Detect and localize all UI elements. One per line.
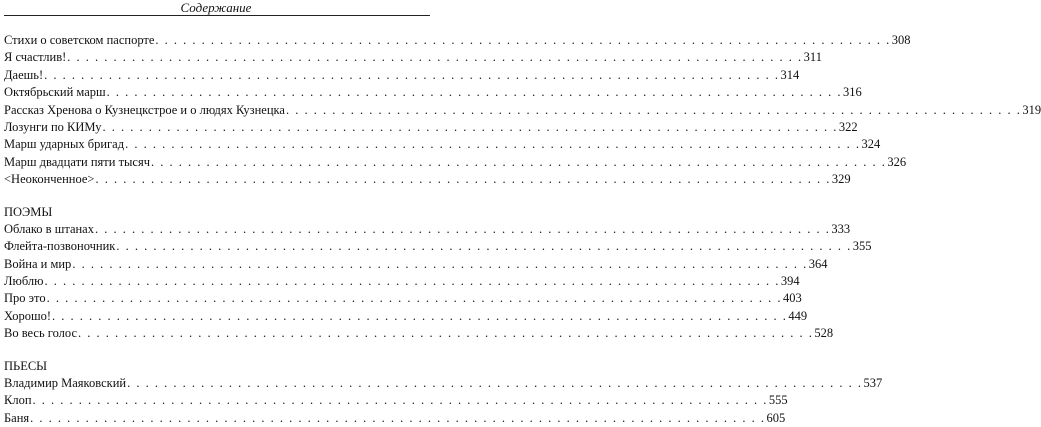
toc-entry-title: Стихи о советском паспорте [4, 33, 155, 47]
toc-entry-page-number: 333 [831, 221, 851, 236]
toc-entry-title: Октябрьский марш [4, 85, 106, 100]
toc-entry-title: Про это [4, 291, 46, 306]
toc-entry-title: Облако в штанах [4, 221, 94, 236]
toc-entry-page-number: 326 [887, 154, 907, 169]
toc-entry-page-number: 355 [852, 239, 872, 254]
toc-entry-title: Во весь голос [4, 326, 78, 341]
toc-entry[interactable] [4, 375, 883, 392]
header-rule [4, 15, 430, 16]
toc-entry-page-number: 308 [891, 33, 911, 47]
toc-entry-page-number: 394 [780, 274, 800, 289]
toc-entry-page-number: 555 [768, 393, 788, 408]
dot-leader: . . . . . . . . . . . . . . . . . . . . . . . . . . . . . . . . . . . . . . . . . . . . . . . . . . . . . . . . . . . . . . . . . . . . . . . . . . . . . . . . [67, 50, 803, 65]
toc-entry-page-number: 324 [861, 137, 881, 152]
toc-entry[interactable] [4, 67, 800, 84]
toc-entry-title: Марш двадцати пяти тысяч [4, 154, 151, 169]
toc-entry[interactable] [4, 325, 834, 342]
dot-leader: . . . . . . . . . . . . . . . . . . . . . . . . . . . . . . . . . . . . . . . . . . . . . . . . . . . . . . . . . . . . . . . . . . . . . . . . . . . . . . . . [125, 137, 861, 152]
section-heading: ПОЭМЫ [4, 204, 53, 219]
toc-entry-page-number: 316 [843, 85, 862, 100]
dot-leader: . . . . . . . . . . . . . . . . . . . . . . . . . . . . . . . . . . . . . . . . . . . . . . . . . . . . . . . . . . . . . . . . . . . . . . . . . . . . . . . . [127, 376, 863, 391]
dot-leader: . . . . . . . . . . . . . . . . . . . . . . . . . . . . . . . . . . . . . . . . . . . . . . . . . . . . . . . . . . . . . . . . . . . . . . . . . . . . . . . . [30, 410, 766, 425]
dot-leader: . . . . . . . . . . . . . . . . . . . . . . . . . . . . . . . . . . . . . . . . . . . . . . . . . . . . . . . . . . . . . . . . . . . . . . . . . . . . . . . . [95, 172, 831, 187]
dot-leader: . . . . . . . . . . . . . . . . . . . . . . . . . . . . . . . . . . . . . . . . . . . . . . . . . . . . . . . . . . . . . . . . . . . . . . . . . . . . . . . . [72, 256, 808, 271]
dot-leader: . . . . . . . . . . . . . . . . . . . . . . . . . . . . . . . . . . . . . . . . . . . . . . . . . . . . . . . . . . . . . . . . . . . . . . . . . . . . . . . . [46, 291, 782, 306]
toc-entry[interactable] [4, 119, 858, 136]
toc-entry-page-number: 528 [814, 326, 834, 341]
table-of-contents [4, 32, 1041, 427]
toc-entry-title: Рассказ Хренова о Кузнецкстрое и о людях Кузнецка [4, 102, 285, 117]
toc-entry[interactable] [4, 392, 788, 409]
toc-entry-title: Я счастлив! [4, 50, 67, 65]
toc-entry[interactable] [4, 49, 822, 66]
dot-leader: . . . . . . . . . . . . . . . . . . . . . . . . . . . . . . . . . . . . . . . . . . . . . . . . . . . . . . . . . . . . . . . . . . . . . . . . . . . . . . . . [116, 239, 852, 254]
toc-entry[interactable] [4, 171, 851, 188]
toc-entry[interactable] [4, 84, 862, 101]
toc-entry-title: Марш ударных бригад [4, 137, 125, 152]
toc-entry-page-number: 364 [808, 256, 828, 271]
toc-entry[interactable] [4, 256, 828, 273]
toc-entry[interactable] [4, 290, 802, 307]
toc-entry[interactable] [4, 308, 808, 325]
toc-entry-title: Флейта-позвоночник [4, 239, 116, 254]
section-spacer [4, 189, 430, 204]
dot-leader: . . . . . . . . . . . . . . . . . . . . . . . . . . . . . . . . . . . . . . . . . . . . . . . . . . . . . . . . . . . . . . . . . . . . . . . . . . . . . . . . [106, 85, 843, 100]
dot-leader: . . . . . . . . . . . . . . . . . . . . . . . . . . . . . . . . . . . . . . . . . . . . . . . . . . . . . . . . . . . . . . . . . . . . . . . . . . . . . . . . [44, 274, 780, 289]
toc-entry-title: Люблю [4, 274, 44, 289]
toc-entry-page-number: 319 [1022, 102, 1041, 117]
section-spacer [4, 343, 430, 358]
header-title: Содержание [180, 0, 252, 15]
dot-leader: . . . . . . . . . . . . . . . . . . . . . . . . . . . . . . . . . . . . . . . . . . . . . . . . . . . . . . . . . . . . . . . . . . . . . . . . . . . . . . . . [102, 119, 838, 134]
toc-entry[interactable] [4, 136, 881, 153]
toc-entry-title: Лозунги по КИМу [4, 119, 102, 134]
toc-entry-page-number: 322 [838, 119, 858, 134]
toc-entry-title: Владимир Маяковский [4, 376, 127, 391]
toc-entry[interactable] [4, 32, 911, 49]
toc-entry-title: <Неоконченное> [4, 172, 95, 187]
dot-leader: . . . . . . . . . . . . . . . . . . . . . . . . . . . . . . . . . . . . . . . . . . . . . . . . . . . . . . . . . . . . . . . . . . . . . . . . . . . . . . . . [151, 154, 887, 169]
toc-entry-title: Клоп [4, 393, 32, 408]
toc-entry-title: Война и мир [4, 256, 72, 271]
toc-entry-page-number: 537 [863, 376, 883, 391]
toc-entry-title: Баня [4, 410, 30, 425]
toc-entry[interactable] [4, 154, 907, 171]
dot-leader: . . . . . . . . . . . . . . . . . . . . . . . . . . . . . . . . . . . . . . . . . . . . . . . . . . . . . . . . . . . . . . . . . . . . . . . . . . . . . . . . [44, 67, 780, 82]
dot-leader: . . . . . . . . . . . . . . . . . . . . . . . . . . . . . . . . . . . . . . . . . . . . . . . . . . . . . . . . . . . . . . . . . . . . . . . . . . . . . . . . [32, 393, 768, 408]
section-heading: ПЬЕСЫ [4, 358, 48, 373]
dot-leader: . . . . . . . . . . . . . . . . . . . . . . . . . . . . . . . . . . . . . . . . . . . . . . . . . . . . . . . . . . . . . . . . . . . . . . . . . . . . . . . . [94, 221, 831, 236]
toc-entry-page-number: 449 [788, 308, 808, 323]
dot-leader: . . . . . . . . . . . . . . . . . . . . . . . . . . . . . . . . . . . . . . . . . . . . . . . . . . . . . . . . . . . . . . . . . . . . . . . . . . . . . . . . [78, 326, 814, 341]
toc-entry-page-number: 605 [766, 410, 786, 425]
running-header [0, 0, 432, 14]
toc-entry[interactable] [4, 221, 851, 238]
dot-leader: . . . . . . . . . . . . . . . . . . . . . . . . . . . . . . . . . . . . . . . . . . . . . . . . . . . . . . . . . . . . . . . . . . . . . . . . . . . . . . . . [52, 308, 788, 323]
toc-entry-page-number: 311 [803, 50, 822, 65]
toc-entry-page-number: 314 [780, 67, 800, 82]
dot-leader: . . . . . . . . . . . . . . . . . . . . . . . . . . . . . . . . . . . . . . . . . . . . . . . . . . . . . . . . . . . . . . . . . . . . . . . . . . . . . . . . [285, 102, 1022, 117]
toc-entry[interactable] [4, 238, 872, 255]
toc-entry-page-number: 403 [782, 291, 802, 306]
dot-leader: . . . . . . . . . . . . . . . . . . . . . . . . . . . . . . . . . . . . . . . . . . . . . . . . . . . . . . . . . . . . . . . . . . . . . . . . . . . . . . . . [155, 33, 891, 47]
toc-entry-page-number: 329 [831, 172, 851, 187]
toc-entry-title: Хорошо! [4, 308, 52, 323]
toc-entry-title: Даешь! [4, 67, 44, 82]
toc-entry[interactable] [4, 273, 800, 290]
toc-entry[interactable] [4, 410, 786, 427]
toc-entry[interactable] [4, 102, 1041, 119]
